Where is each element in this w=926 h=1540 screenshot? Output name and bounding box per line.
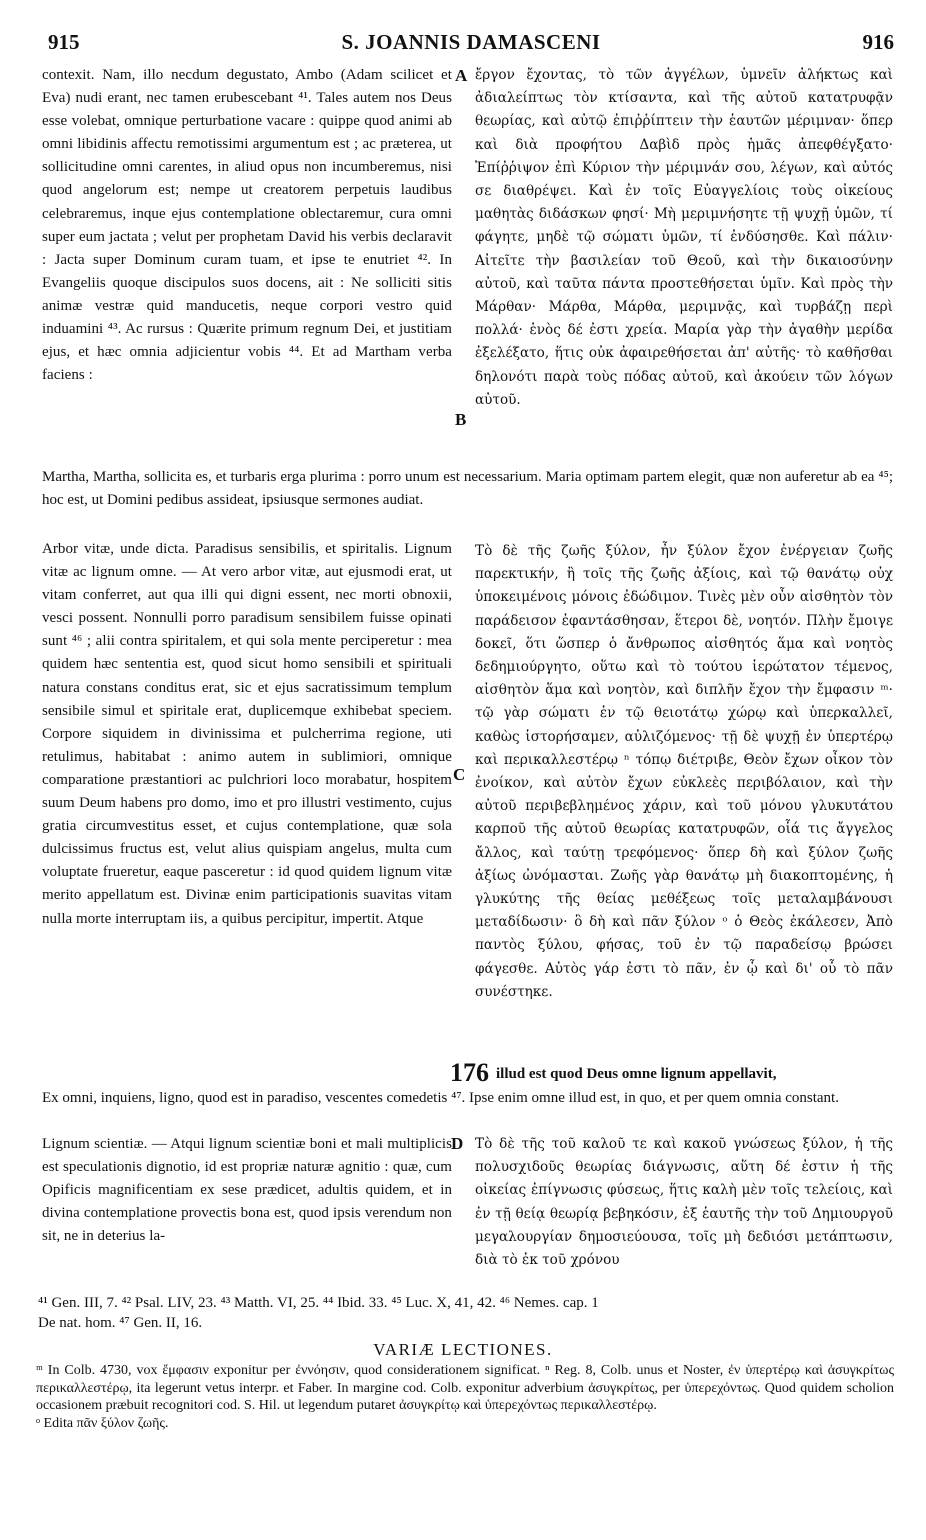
greek-column-c [475, 540, 893, 1004]
variant-reading: ᵒ Edita πᾶν ξύλον ζωῆς. [36, 1415, 169, 1431]
footnote-line: De nat. hom. ⁴⁷ Gen. II, 16. [38, 1315, 203, 1331]
variae-lectiones-title: VARIÆ LECTIONES. [373, 1340, 553, 1359]
latin-paragraph: Lignum scientiæ. — Atqui lignum scientiæ boni et mali multiplicis est speculationis dignotio, id est propriæ naturæ agnitio : quæ, cum Opificis magnificentiam ex sese prædicet, adultis quidem, et in divina contemplatione provectis bona est, quod ipsis verendum non sit, ne in deterius la- [42, 1136, 452, 1245]
latin-paragraph: Martha, Martha, sollicita es, et turbaris erga plurima : porro unum est necessarium. Maria optimam partem elegit, quæ non auferetur ab ea ⁴⁵; hoc est, ut Domini pedibus assideat, ipsiusque sermones audiat. [42, 469, 893, 509]
section-marker-d: D [451, 1134, 464, 1153]
latin-paragraph: Arbor vitæ, unde dicta. Paradisus sensibilis, et spiritalis. Lignum vitæ ac lignum omne. — At vero arbor vitæ, aut ejusmodi erat, ut vitam conferret, aut qua illi qui digni essent, nec morti obnoxii, vesci possent. Nonnulli porro paradisum sensibilem fuisse opinati sunt ⁴⁶ ; alii contra spiritalem, et qui sola mente perciperetur : mea quidem hæc sententia est, quod sicut homo sensibili et spirituali natura constans conditus erat, sic et ejus sacratissimum templum sensibile simul et spiritale erat, duplicemque exhibebat speciem. Corpore siquidem in divinissima et pulcherrima regione, uti retulimus, habitabat : animo autem in sublimiori, omnique comparatione præstantiori ac pulchriori loco morabatur, hospitem suum Deum habens pro domo, imo et pro illustri vestimento, cujus gratia circumvestitus esset, et cujus contemplatione, quæ sola dulcissimus fructus est, velut alius quispiam angelus, multa cum voluptate frueretur, eaque pasceretur : id quod quidem lignum vitæ merito appellatum est. Divinæ enim participationis suavitas vitam nulla morte interruptam iis, a quibus percipitur, impertit. Atque [42, 541, 452, 927]
latin-paragraph: contexit. Nam, illo necdum degustato, Ambo (Adam scilicet et Eva) nudi erant, nec tamen erubescebant ⁴¹. Tales autem nos Deus esse volebat, omnique perturbatione vacare : quippe quod animi ab omni libidinis affectu remotissimi argumentum est ; ac præterea, ut sollicitudine omni carentes, in aliud opus non incumberemus, nisi quod angelorum est; nempe ut creatorem perpetuis laudibus celebraremus, inque ejus contemplatione oblectaremur, cura omni super eum jactata ; velut per prophetam David his verbis declaravit : Jacta super Dominum curam tuam, et ipse te enutriet ⁴². In Evangeliis quoque discipulos suos docens, ait : Ne solliciti sitis animæ vestræ quid manducetis, neque corpori vestro quid induamini ⁴³. Ac rursus : Quærite primum regnum Dei, et justitiam ejus, et hæc omnia adjicientur vobis ⁴⁴. Et ad Martham verba faciens : [42, 67, 452, 384]
variant-reading: ᵐ In Colb. 4730, vox ἔμφασιν exponitur per ἐννόησιν, quod considerationem significat. ⁿ Reg. 8, Colb. unus et Noster, ἐν ὑπερτέρῳ καὶ ἀσυγκρίτως περικαλλεστέρῳ, ita legerunt vetus interpr. et Faber. In margine cod. Colb. exponitur adverbium ἀσυγκρίτως, per ὑπερεχόντως. Quod quidem scholion occasionem præbuit recognitori cod. S. Hil. ut legendum putaret ἀσυγκρίτῳ καὶ ὑπερεχόντως περικαλλεστέρῳ. [36, 1363, 894, 1413]
footnote-line: ⁴¹ Gen. III, 7. ⁴² Psal. LIV, 23. ⁴³ Matth. VI, 25. ⁴⁴ Ibid. 33. ⁴⁵ Luc. X, 41, 42. ⁴⁶ Nemes. cap. 1 [38, 1295, 599, 1311]
greek-paragraph: Τὸ δὲ τῆς τοῦ καλοῦ τε καὶ κακοῦ γνώσεως ξύλον, ἡ τῆς πολυσχιδοῦς θεωρίας διάγνωσις, αὕτη δέ ἐστιν ἡ τῆς οἰκείας ἐπίγνωσις φύσεως, ἥτις καλὴ μὲν τοῖς τελείοις, καὶ ἐν τῇ θείᾳ θεωρίᾳ βεβηκόσιν, ἐξ ἑαυτῆς τὴν τοῦ Δημιουργοῦ μεγαλουργίαν δημοσιεύουσα, τοῖς μὴ δεδιόσι μετάπτωσιν, διὰ τὸ ἐκ τοῦ χρόνου [475, 1136, 893, 1269]
section-marker-a: A [455, 66, 468, 85]
latin-column-a [42, 64, 452, 387]
greek-paragraph: ἔργον ἔχοντας, τὸ τῶν ἀγγέλων, ὑμνεῖν ἀλήκτως καὶ ἀδιαλείπτως τὸν κτίσαντα, καὶ τῆς αὐτοῦ κατατρυφᾷν θεωρίας, καὶ αὐτῷ ἐπιῤῥίπτειν τὴν ἑαυτῶν μέριμναν· ὅπερ καὶ διὰ προφήτου Δαβὶδ πρὸς ἡμᾶς ἀπεφθέγξατο· Ἐπίῤῥιψον ἐπὶ Κύριον τὴν μέριμνάν σου, λέγων, καὶ αὐτός σε διαθρέψει. Καὶ ἐν τοῖς Εὐαγγελίοις τοὺς οἰκείους μαθητὰς διδάσκων φησί· Μὴ μεριμνήσητε τῇ ψυχῇ ὑμῶν, τί φάγητε, μηδὲ τῷ σώματι ὑμῶν, τί ἐνδύσησθε. Καὶ πάλιν· Αἰτεῖτε τὴν βασιλείαν τοῦ Θεοῦ, καὶ τὴν δικαιοσύνην αὐτοῦ, καὶ ταῦτα πάντα προστεθήσεται ὑμῖν. Καὶ πρὸς τὴν Μάρθαν· Μάρθα, Μάρθα, μεριμνᾷς, καὶ τυρβάζῃ περὶ πολλά· ἑνὸς δέ ἐστι χρεία. Μαρία γὰρ τὴν ἀγαθὴν μερίδα ἐξελέξατο, ἥτις οὐκ ἀφαιρεθήσεται ἀπ' αὐτῆς· τὸ καθῆσθαι δηλονότι παρὰ τοὺς πόδας αὐτοῦ, καὶ ἀκούειν τῶν λόγων αὐτοῦ. [475, 67, 893, 408]
greek-paragraph: Τὸ δὲ τῆς ζωῆς ξύλον, ἦν ξύλον ἔχον ἐνέργειαν ζωῆς παρεκτικήν, ἢ τοῖς τῆς ζωῆς ἀξίοις, καὶ τῷ θανάτῳ οὐχ ὑποκειμένοις μόνοις ἐδώδιμον. Τινὲς μὲν οὖν αἰσθητὸν τὸν παράδεισον ἐφαντάσθησαν, ἕτεροι δὲ, νοητόν. Πλὴν ἔμοιγε δοκεῖ, ὅτι ὥσπερ ὁ ἄνθρωπος αἰσθητός ἅμα καὶ νοητὸς δεδημιούργητο, οὕτω καὶ τὸ τούτου ἱερώτατον τέμενος, αἰσθητὸν ἅμα καὶ νοητὸν, καὶ διπλῆν ἔχον τὴν ἔμφασιν ᵐ· τῷ γὰρ σώματι ἐν τῷ θειοτάτῳ χώρῳ καὶ ὑπερκαλλεῖ, καθὼς ἱστορήσαμεν, αὐλιζόμενος· τῇ δὲ ψυχῇ ἐν ὑπερτέρῳ καὶ περικαλλεστέρῳ ⁿ τόπῳ διέτριβε, Θεὸν ἔχων οἶκον τὸν ἐνοίκον, καὶ αὐτὸν ἔχων εὐκλεὲς περιβόλαιον, καὶ τὴν αὐτοῦ περιβεβλημένος χάριν, καὶ τοῦ μόνου γλυκυτάτου καρποῦ τῆς αὐτοῦ θεωρίας κατατρυφῶν, οἷά τις ἄγγελος ἄλλος, καὶ ταύτῃ τρεφόμενος· ὅπερ δὴ καὶ ξύλον ζωῆς ἀξίως ὠνόμασται. Ζωῆς γὰρ θανάτῳ μὴ διακοπτομένης, ἡ γλυκύτης τῆς θείας μεθέξεως τοῖς μεταλαμβάνουσι μεταδίδωσιν· ὃ δὴ καὶ πᾶν ξύλον ᵒ ὁ Θεὸς ἐκάλεσεν, Ἀπὸ παντὸς ξύλου, φήσας, τοῦ ἐν τῷ παραδείσῳ βρώσει φάγεσθε. Αὐτὸς γάρ ἐστι τὸ πᾶν, ἐν ᾧ καὶ δι' οὗ τὸ πᾶν συνέστηκε. [475, 543, 893, 1000]
latin-column-c [42, 538, 452, 931]
page-number-right: 916 [862, 30, 894, 54]
running-header [48, 30, 894, 56]
section-marker-c: C [453, 765, 466, 784]
latin-paragraph: illud est quod Deus omne lignum appellavit, [496, 1066, 777, 1082]
running-title: S. JOANNIS DAMASCENI [341, 30, 601, 54]
latin-full-width-2 [42, 1087, 893, 1110]
greek-column-d [475, 1133, 893, 1272]
variae-lectiones [36, 1362, 894, 1432]
latin-paragraph: Ex omni, inquiens, ligno, quod est in paradiso, vescentes comedetis ⁴⁷. Ipse enim omne illud est, in quo, et per quem omnia constant. [42, 1090, 839, 1106]
greek-column-a [475, 64, 893, 412]
latin-column-d [42, 1133, 452, 1248]
latin-full-width-1 [42, 466, 893, 512]
column-number: 176 [450, 1058, 489, 1087]
page-number-left: 915 [48, 30, 80, 54]
footnotes [38, 1293, 894, 1333]
section-marker-b: B [455, 410, 467, 429]
latin-continuation [496, 1063, 893, 1086]
